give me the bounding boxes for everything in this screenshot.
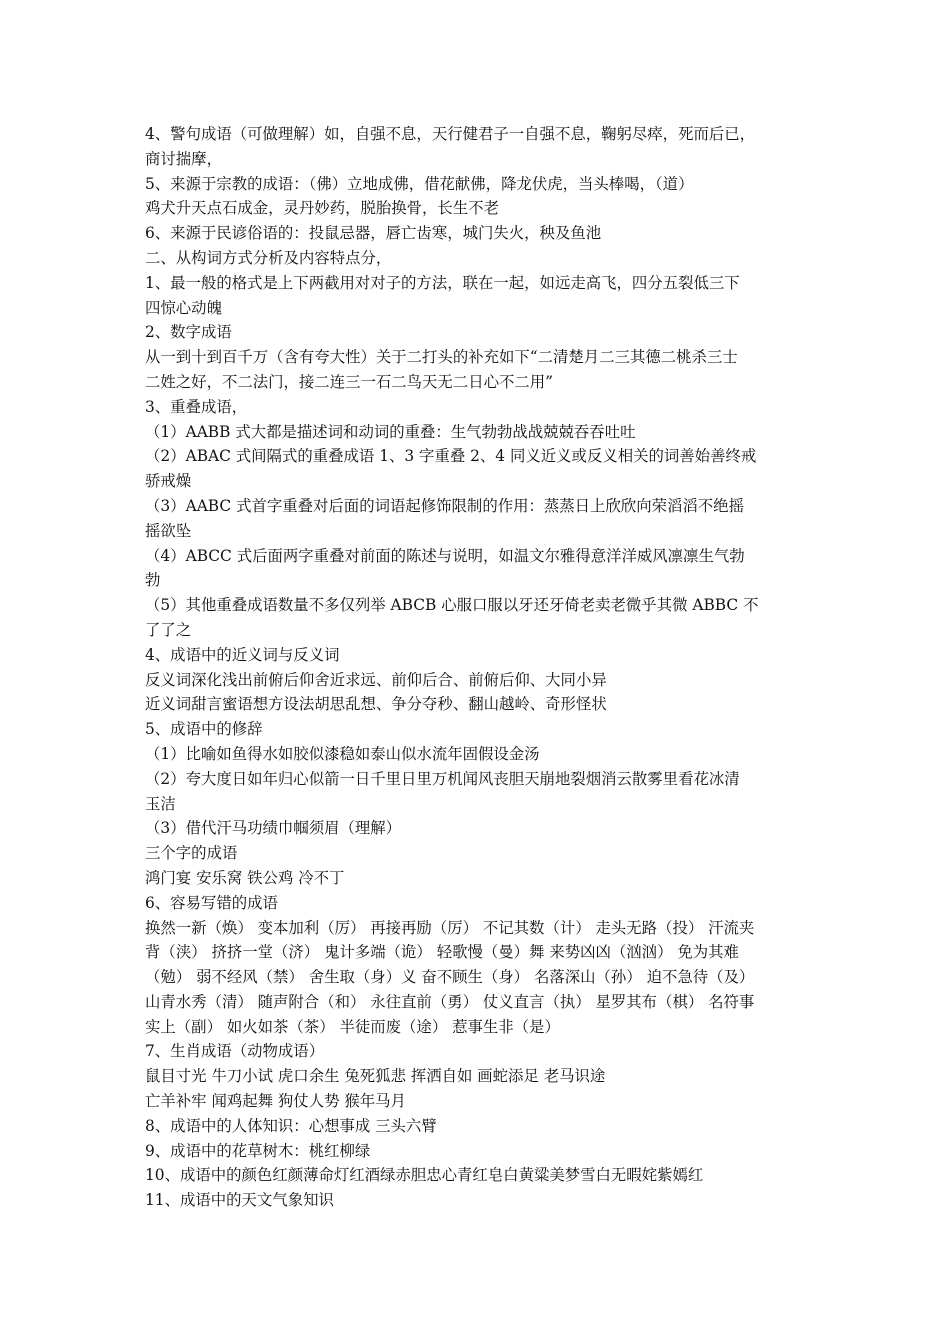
text-line: 玉洁 (145, 794, 176, 813)
text-line: 10、成语中的颜色红颜薄命灯红酒绿赤胆忠心青红皂白黄粱美梦雪白无暇姹紫嫣红 (145, 1166, 704, 1185)
text-line: （5）其他重叠成语数量不多仅列举 ABCB 心服口服以牙还牙倚老卖老微乎其微 ABBC 不 (145, 596, 759, 615)
text-line: 近义词甜言蜜语想方设法胡思乱想、争分夺秒、翻山越岭、奇形怪状 (145, 695, 607, 714)
text-line: 4、成语中的近义词与反义词 (145, 645, 340, 664)
text-line: （勉） 弱不经风（禁） 舍生取（身）义 奋不顾生（身） 名落深山（孙） 迫不急待（及） (145, 968, 755, 987)
text-line: 骄戒燥 (145, 472, 192, 491)
text-line: 鼠目寸光 牛刀小试 虎口余生 兔死狐悲 挥洒自如 画蛇添足 老马识途 (145, 1067, 606, 1086)
text-line: 三个字的成语 (145, 844, 238, 863)
text-line: 鸿门宴 安乐窝 铁公鸡 冷不丁 (145, 868, 345, 887)
text-line: 7、生肖成语（动物成语） (145, 1042, 325, 1061)
text-line: 8、成语中的人体知识：心想事成 三头六臂 (145, 1116, 437, 1135)
text-line: 背（浃） 挤挤一堂（济） 鬼计多端（诡） 轻歌慢（曼）舞 来势凶凶（汹汹） 免为其难 (145, 943, 739, 962)
text-line: 4、警句成语（可做理解）如，自强不息，天行健君子一自强不息，鞠躬尽瘁，死而后已， (145, 125, 756, 143)
text-line: （4）ABCC 式后面两字重叠对前面的陈述与说明，如温文尔雅得意洋洋威风凛凛生气勃 (145, 546, 745, 565)
text-line: 6、容易写错的成语 (145, 893, 278, 912)
text-line: （3）借代汗马功绩巾帼须眉（理解） (145, 819, 402, 838)
text-line: 6、来源于民谚俗语的：投鼠忌器，唇亡齿寒，城门失火，秧及鱼池 (145, 224, 602, 243)
text-line: 勃 (145, 571, 161, 590)
text-line: （2）ABAC 式间隔式的重叠成语 1、3 字重叠 2、4 同义近义或反义相关的词善始善终戒 (145, 447, 757, 466)
text-line: 从一到十到百千万（含有夸大性）关于二打头的补充如下“二清楚月二三其德二桃杀三士 (145, 348, 738, 367)
text-line: （1）AABB 式大都是描述词和动词的重叠：生气勃勃战战兢兢吞吞吐吐 (145, 422, 636, 441)
text-line: 9、成语中的花草树木：桃红柳绿 (145, 1141, 371, 1160)
text-line: 鸡犬升天点石成金，灵丹妙药，脱胎换骨，长生不老 (145, 199, 499, 218)
text-line: 实上（副） 如火如茶（茶） 半徒而废（途） 惹事生非（是） (145, 1017, 560, 1036)
text-line: 二、从构词方式分析及内容特点分， (145, 248, 392, 267)
document-body (145, 122, 815, 1213)
text-line: （1）比喻如鱼得水如胶似漆稳如泰山似水流年固假设金汤 (145, 744, 540, 763)
text-line: 了了之 (145, 620, 192, 639)
text-line: 摇欲坠 (145, 521, 192, 540)
text-line: 5、来源于宗教的成语：（佛）立地成佛，借花献佛，降龙伏虎，当头棒喝，（道） (145, 174, 694, 193)
text-line: 3、重叠成语， (145, 397, 248, 416)
text-line: （3）AABC 式首字重叠对后面的词语起修饰限制的作用：蒸蒸日上欣欣向荣滔滔不绝摇 (145, 496, 744, 515)
text-line: （2）夸大度日如年归心似箭一日千里日里万机闻风丧胆天崩地裂烟消云散雾里看花冰清 (145, 769, 740, 788)
text-line: 1、最一般的格式是上下两截用对对子的方法，联在一起，如远走高飞，四分五裂低三下 (145, 273, 740, 292)
text-line: 5、成语中的修辞 (145, 720, 263, 739)
text-line: 四惊心动魄 (145, 298, 222, 317)
text-line: 2、数字成语 (145, 323, 232, 342)
text-line: 11、成语中的天文气象知识 (145, 1191, 334, 1210)
text-line: 反义词深化浅出前俯后仰舍近求远、前仰后合、前俯后仰、大同小异 (145, 670, 607, 689)
text-line: 商讨揣摩， (145, 149, 222, 168)
text-line: 换然一新（焕） 变本加利（厉） 再接再励（厉） 不记其数（计） 走头无路（投） 汗流夹 (145, 918, 755, 937)
text-line: 山青水秀（清） 随声附合（和） 永往直前（勇） 仗义直言（执） 星罗其布（棋） 名符事 (145, 992, 755, 1011)
text-line: 亡羊补牢 闻鸡起舞 狗仗人势 猴年马月 (145, 1092, 406, 1111)
text-line: 二姓之好，不二法门，接二连三一石二鸟天无二日心不二用” (145, 372, 554, 391)
